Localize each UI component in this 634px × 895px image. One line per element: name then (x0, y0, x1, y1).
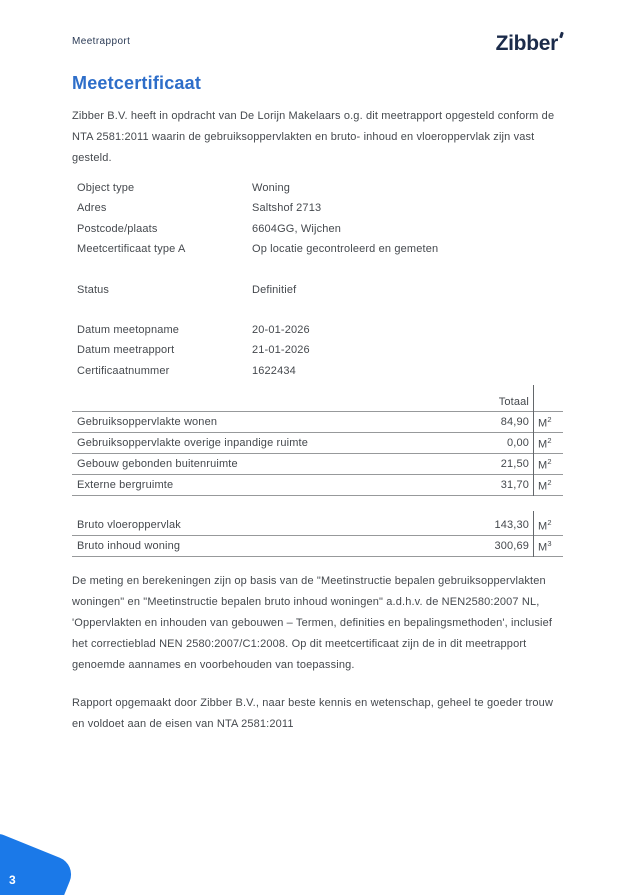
legal-paragraph: De meting en berekeningen zijn op basis van de "Meetinstructie bepalen gebruiksoppervlakten woningen" en "Meetinstructie bepalen bruto inhoud woningen" a.d.h.v. de NEN2580:2007 NL, 'Oppervlakten en inhouden van gebouwen – Termen, definities en bepalingsmethoden', inclusief het correctieblad NEN 2580:2007/C1:2008. Op dit meetcertificaat zijn de in dit meetrapport genoemde aannames en voorbehouden van toepassing. (72, 575, 553, 672)
measure-unit: $M^2$ (538, 435, 552, 451)
table-row (72, 536, 563, 557)
status-row (72, 280, 563, 300)
detail-row-adres (72, 198, 563, 218)
table-row (72, 515, 563, 536)
surface-table-header-row (72, 385, 563, 412)
measure-value: 0,00 (506, 437, 529, 450)
table-vertical-rule (533, 385, 534, 496)
date-row-meetopname (72, 320, 563, 340)
totaal-column-header: Totaal (498, 396, 529, 409)
date-label: Datum meetopname (77, 324, 180, 337)
zibber-logo-accent-icon (559, 32, 564, 39)
measure-unit: $M^2$ (538, 477, 552, 493)
date-row-certificaatnummer (72, 361, 563, 381)
detail-row-certificaat-type (72, 239, 563, 259)
page-number: 3 (9, 873, 16, 887)
detail-value: Woning (252, 182, 290, 194)
measure-label: Gebruiksoppervlakte wonen (77, 416, 218, 429)
volume-table (72, 511, 563, 557)
doc-type-label: Meetrapport (72, 36, 131, 47)
closing-paragraph: Rapport opgemaakt door Zibber B.V., naar beste kennis en wetenschap, geheel te goeder trouw en voldoet aan de eisen van NTA 2581:2011 (72, 697, 554, 731)
status-value: Definitief (252, 283, 297, 296)
measure-label: Gebouw gebonden buitenruimte (77, 458, 238, 471)
measure-label: Bruto vloeroppervlak (77, 519, 181, 532)
table-row (72, 433, 563, 454)
detail-label: Adres (77, 202, 107, 215)
dates-block (72, 320, 563, 381)
page-header (72, 33, 563, 59)
measure-label: Bruto inhoud woning (77, 540, 181, 553)
measure-label: Externe bergruimte (77, 479, 174, 492)
date-value: 1622434 (252, 364, 296, 377)
intro-paragraph: Zibber B.V. heeft in opdracht van De Lorijn Makelaars o.g. dit meetrapport opgesteld conform de NTA 2581:2011 waarin de gebruiksoppervlakten en bruto- inhoud en vloeroppervlak zijn vast gesteld. (72, 110, 555, 164)
page-title: Meetcertificaat (72, 73, 202, 93)
detail-label: Meetcertificaat type A (77, 243, 186, 256)
date-row-meetrapport (72, 340, 563, 360)
measure-value: 300,69 (494, 540, 529, 553)
detail-row-postcode (72, 219, 563, 239)
measure-unit: $M^3$ (538, 538, 552, 554)
measure-value: 21,50 (500, 458, 529, 471)
measure-value: 143,30 (494, 519, 529, 532)
date-value: 20-01-2026 (252, 324, 310, 337)
object-details (72, 178, 563, 260)
detail-value: Saltshof 2713 (252, 202, 322, 215)
date-label: Datum meetrapport (77, 344, 175, 357)
detail-row-object-type (72, 178, 563, 198)
page-content (72, 0, 563, 735)
detail-value: Op locatie gecontroleerd en gemeten (252, 243, 439, 256)
zibber-logo-text: Zibber (495, 32, 558, 55)
detail-label: Object type (77, 182, 135, 194)
measure-value: 31,70 (500, 479, 529, 492)
detail-value: 6604GG, Wijchen (252, 222, 342, 235)
detail-label: Postcode/plaats (77, 222, 158, 235)
measure-value: 84,90 (500, 416, 529, 429)
date-value: 21-01-2026 (252, 344, 310, 357)
measure-unit: $M^2$ (538, 517, 552, 533)
surface-table (72, 385, 563, 496)
status-label: Status (77, 283, 110, 296)
measure-label: Gebruiksoppervlakte overige inpandige ruimte (77, 437, 309, 450)
table-vertical-rule (533, 511, 534, 557)
measure-unit: $M^2$ (538, 414, 552, 430)
measure-unit: $M^2$ (538, 456, 552, 472)
table-row (72, 412, 563, 433)
zibber-logo (496, 33, 563, 54)
table-row (72, 454, 563, 475)
date-label: Certificaatnummer (77, 364, 170, 377)
table-row (72, 475, 563, 496)
status-block (72, 280, 563, 300)
